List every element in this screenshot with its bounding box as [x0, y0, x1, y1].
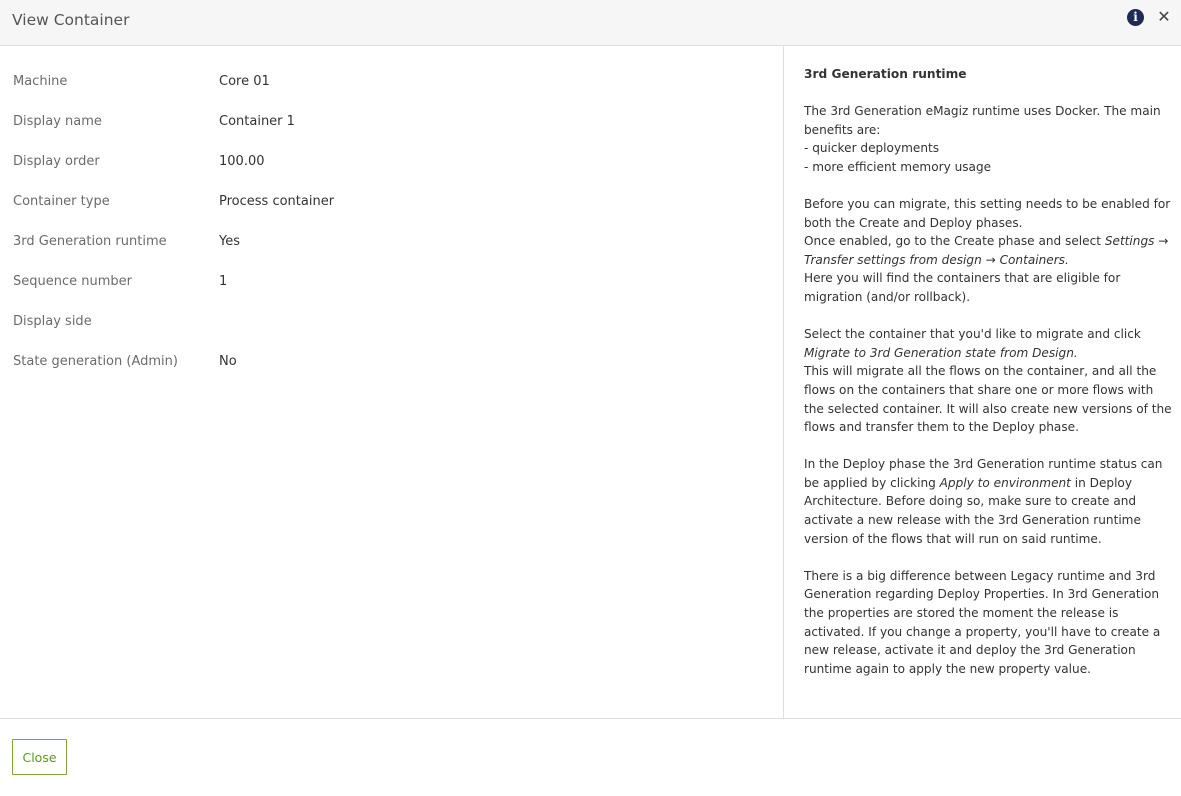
- help-text: Before you can migrate, this setting needs to be enabled for both the Create and Deploy phases.: [804, 196, 1171, 230]
- field-label: State generation (Admin): [13, 354, 178, 369]
- field-value: Process container: [219, 194, 335, 209]
- help-title: 3rd Generation runtime: [804, 67, 967, 81]
- help-text: There is a big difference between Legacy runtime and 3rd Generation regarding Deploy Properties. In 3rd Generation the properties are stored the moment the release is activated. If you change a property, you'll have to create a new release, activate it and deploy the 3rd Generation runtime again to apply the new property value.: [804, 568, 1161, 676]
- field-label: Display name: [13, 114, 102, 129]
- help-paragraph: [804, 325, 1176, 437]
- field-value: Yes: [219, 234, 240, 249]
- help-text: The 3rd Generation eMagiz runtime uses Docker. The main benefits are:: [804, 104, 1161, 137]
- help-text-italic: Settings → Transfer settings from design → Containers.: [804, 234, 1169, 267]
- help-text: - quicker deployments: [804, 141, 940, 156]
- help-paragraph: [804, 102, 1176, 176]
- help-text: This will migrate all the flows on the container, and all the flows on the containers that share one or more flows with the selected container. It will also create new versions of the flows and transfer them to the Deploy phase.: [804, 364, 1172, 435]
- help-text: Select the container that you'd like to migrate and click: [804, 327, 1141, 342]
- help-text: Once enabled, go to the Create phase and select: [804, 234, 1105, 249]
- help-text: In the Deploy phase the 3rd Generation runtime status can be applied by clicking: [804, 457, 1163, 490]
- field-label: Display order: [13, 154, 100, 169]
- help-text: Here you will find the containers that are eligible for migration (and/or rollback).: [804, 271, 1121, 304]
- help-paragraph: [804, 567, 1176, 679]
- help-paragraph: [804, 195, 1176, 307]
- help-text-italic: Apply to environment: [939, 475, 1071, 490]
- field-value: No: [219, 354, 237, 369]
- field-value: Core 01: [219, 74, 270, 89]
- field-label: Sequence number: [13, 274, 132, 289]
- info-icon[interactable]: i: [1127, 9, 1144, 26]
- field-label: Machine: [13, 74, 68, 89]
- help-paragraph: [804, 455, 1176, 548]
- dialog-header: [0, 0, 1181, 46]
- help-panel: [804, 64, 1176, 697]
- field-label: Display side: [13, 314, 92, 329]
- field-value: 100.00: [219, 154, 265, 169]
- panel-divider: [783, 46, 784, 718]
- help-text: - more efficient memory usage: [804, 159, 992, 174]
- footer-divider: [0, 718, 1181, 719]
- dialog-title: View Container: [12, 11, 130, 29]
- field-value: Container 1: [219, 114, 295, 129]
- close-button[interactable]: Close: [12, 739, 67, 775]
- field-label: 3rd Generation runtime: [13, 234, 167, 249]
- help-text-italic: Migrate to 3rd Generation state from Design.: [804, 345, 1078, 360]
- field-label: Container type: [13, 194, 110, 209]
- field-value: 1: [219, 274, 228, 289]
- help-text: in Deploy Architecture. Before doing so, make sure to create and activate a new release with the 3rd Generation runtime version of the flows that will run on said runtime.: [804, 475, 1141, 546]
- close-icon[interactable]: ✕: [1157, 7, 1171, 26]
